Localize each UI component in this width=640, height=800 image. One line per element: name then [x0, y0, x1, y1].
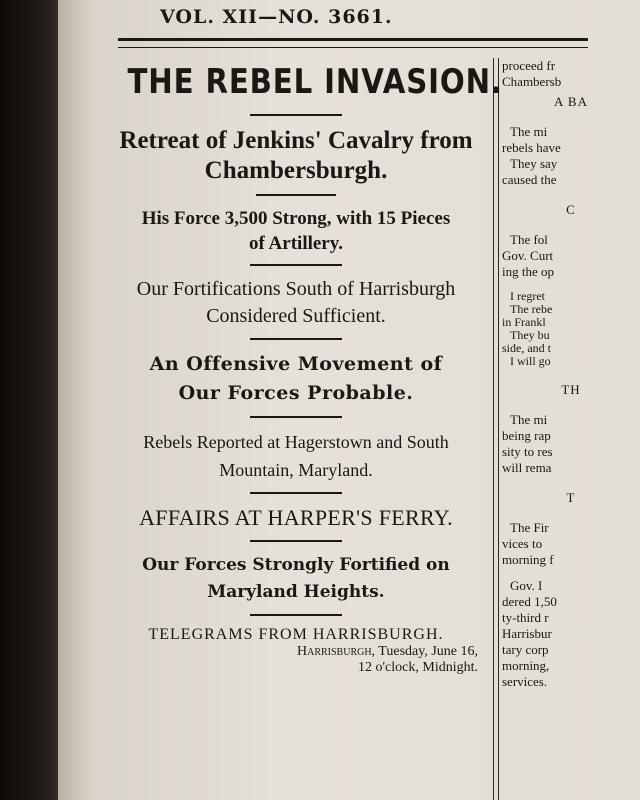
deck-line: Chambersburgh.: [204, 157, 388, 184]
text-line: They say: [510, 156, 558, 171]
dateline: [100, 644, 492, 676]
separator: [250, 338, 342, 340]
separator: [256, 194, 336, 196]
telegrams-heading: TELEGRAMS FROM HARRISBURGH.: [148, 626, 444, 643]
deck-line: Rebels Reported at Hagerstown and South: [143, 432, 449, 452]
dark-background-edge: [0, 0, 62, 800]
deck-line: An Offensive Movement of: [149, 353, 443, 375]
deck-line: Mountain, Maryland.: [219, 460, 373, 480]
text-line: Chambersb: [502, 74, 562, 89]
separator: [250, 540, 342, 542]
text-line: The mi: [510, 124, 548, 139]
separator: [250, 614, 342, 616]
deck-jenkins-retreat: [100, 126, 492, 186]
text-line: will rema: [502, 460, 552, 475]
text-line: caused the: [502, 172, 557, 187]
separator: [250, 492, 342, 494]
separator: [250, 114, 342, 116]
text-line: services.: [502, 674, 548, 689]
main-article-column: [100, 52, 503, 676]
deck-offensive-movement: [100, 350, 492, 408]
subhead: TH: [561, 382, 581, 397]
subhead: A BA: [554, 94, 588, 109]
deck-line: His Force 3,500 Strong, with 15 Pieces: [141, 208, 451, 229]
text-line: The rebe: [510, 302, 553, 316]
text-line: side, and t: [502, 341, 551, 355]
dateline-time: 12 o'clock, Midnight.: [358, 660, 478, 675]
text-line: ty-third r: [502, 610, 549, 625]
subhead: T: [566, 490, 576, 505]
right-column-fragment: [502, 58, 640, 800]
deck-harpers-ferry: AFFAIRS AT HARPER'S FERRY.: [139, 505, 453, 530]
text-line: The fol: [510, 232, 548, 247]
text-line: morning f: [502, 552, 554, 567]
text-line: I will go: [510, 354, 551, 368]
text-line: in Frankl: [502, 315, 546, 329]
deck-line: Maryland Heights.: [207, 582, 385, 602]
deck-line: Our Forces Strongly Fortified on: [142, 555, 450, 575]
masthead-rule: [118, 38, 588, 48]
subhead: C: [566, 202, 576, 217]
text-line: Gov. I: [510, 578, 543, 593]
text-line: I regret: [510, 289, 545, 303]
dateline-date: Tuesday, June 16,: [375, 644, 478, 659]
text-line: They bu: [510, 328, 550, 342]
deck-line: Our Fortifications South of Harrisburgh: [136, 278, 456, 300]
deck-maryland-heights: [100, 552, 492, 606]
text-line: sity to res: [502, 444, 553, 459]
text-line: morning,: [502, 658, 550, 673]
text-line: Gov. Curt: [502, 248, 554, 263]
text-line: proceed fr: [502, 58, 556, 73]
deck-line: Retreat of Jenkins' Cavalry from: [119, 127, 473, 154]
deck-rebels-hagerstown: [100, 428, 492, 484]
deck-fortifications: [100, 276, 492, 330]
text-line: tary corp: [502, 642, 549, 657]
text-line: The mi: [510, 412, 548, 427]
main-headline: THE REBEL INVASION.: [127, 62, 503, 102]
text-line: Harrisbur: [502, 626, 552, 641]
deck-line: Considered Sufficient.: [206, 305, 386, 327]
text-line: being rap: [502, 428, 551, 443]
separator: [250, 264, 342, 266]
text-line: vices to: [502, 536, 543, 551]
deck-line: of Artillery.: [249, 233, 343, 254]
text-line: rebels have: [502, 140, 561, 155]
deck-force-strength: [100, 206, 492, 256]
text-line: The Fir: [510, 520, 549, 535]
deck-line: Our Forces Probable.: [178, 382, 414, 404]
separator: [250, 416, 342, 418]
volume-number: VOL. XII—NO. 3661.: [160, 6, 393, 28]
text-line: ing the op: [502, 264, 554, 279]
dateline-place: Harrisburgh,: [296, 644, 376, 659]
column-rule: [493, 58, 499, 800]
text-line: dered 1,50: [502, 594, 557, 609]
